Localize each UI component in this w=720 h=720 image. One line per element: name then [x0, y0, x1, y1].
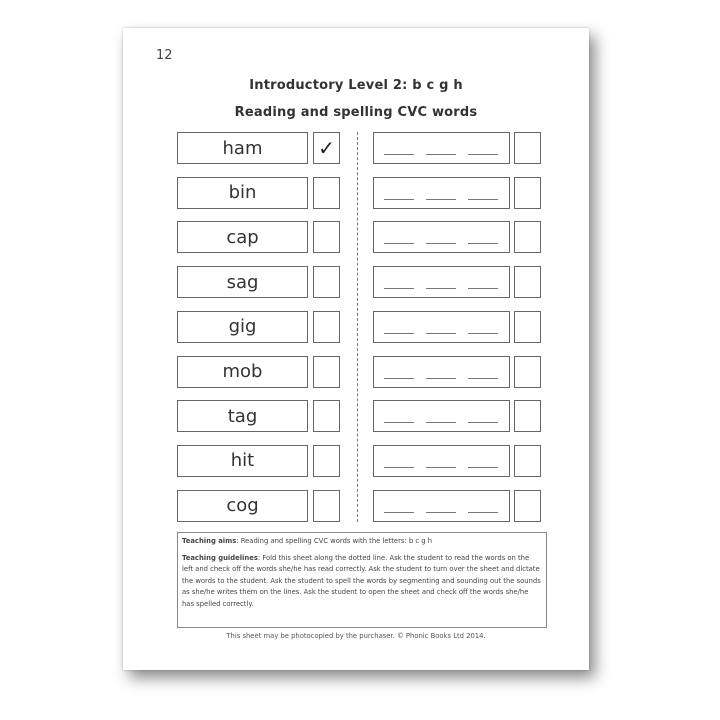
letter-blank-line	[426, 199, 456, 200]
teaching-aims	[182, 536, 542, 548]
fold-dotted-line	[357, 132, 358, 522]
letter-blank-line	[468, 512, 498, 513]
word-box: sag	[177, 266, 308, 298]
letter-blank-line	[468, 467, 498, 468]
worksheet-title: Introductory Level 2: b c g h	[249, 78, 463, 93]
letter-blank-line	[468, 199, 498, 200]
spelling-box[interactable]	[373, 490, 510, 522]
spell-check-box[interactable]	[514, 132, 541, 164]
teaching-guidelines-label: Teaching guidelines	[182, 553, 258, 562]
word-box: cog	[177, 490, 308, 522]
letter-blank-line	[468, 288, 498, 289]
letter-blank-line	[384, 288, 414, 289]
letter-blank-line	[384, 199, 414, 200]
spell-check-box[interactable]	[514, 311, 541, 343]
read-check-box[interactable]	[313, 356, 340, 388]
spelling-box[interactable]	[373, 132, 510, 164]
spell-check-box[interactable]	[514, 400, 541, 432]
word-box: gig	[177, 311, 308, 343]
spell-check-box[interactable]	[514, 490, 541, 522]
read-check-box[interactable]	[313, 177, 340, 209]
read-check-box[interactable]	[313, 266, 340, 298]
letter-blank-line	[426, 378, 456, 379]
spelling-box[interactable]	[373, 400, 510, 432]
letter-blank-line	[384, 243, 414, 244]
word-box: ham	[177, 132, 308, 164]
read-check-box[interactable]: ✓	[313, 132, 340, 164]
word-box: tag	[177, 400, 308, 432]
read-check-box[interactable]	[313, 445, 340, 477]
word-box: hit	[177, 445, 308, 477]
letter-blank-line	[426, 243, 456, 244]
letter-blank-line	[384, 154, 414, 155]
teaching-notes-box	[177, 532, 547, 628]
read-check-box[interactable]	[313, 490, 340, 522]
letter-blank-line	[426, 467, 456, 468]
read-check-box[interactable]	[313, 221, 340, 253]
letter-blank-line	[384, 467, 414, 468]
spelling-box[interactable]	[373, 221, 510, 253]
letter-blank-line	[426, 154, 456, 155]
letter-blank-line	[426, 512, 456, 513]
spell-check-box[interactable]	[514, 356, 541, 388]
teaching-aims-text: : Reading and spelling CVC words with the letters: b c g h	[236, 537, 433, 545]
teaching-guidelines-text: : Fold this sheet along the dotted line. Ask the student to read the words on the left and check off the words she/he has read correctly. Ask the student to turn over the sheet and dictate the words to the student. Ask the student to spell the words by segmenting and sounding out the sounds as she/he writes them on the lines. Ask the student to open the sheet and check off the words she/he has spelled correctly.	[182, 553, 541, 608]
word-box: cap	[177, 221, 308, 253]
spelling-box[interactable]	[373, 177, 510, 209]
letter-blank-line	[384, 333, 414, 334]
copyright-footer: This sheet may be photocopied by the purchaser. © Phonic Books Ltd 2014.	[226, 632, 486, 640]
page-number: 12	[156, 48, 173, 63]
spelling-box[interactable]	[373, 311, 510, 343]
word-box: bin	[177, 177, 308, 209]
spelling-box[interactable]	[373, 356, 510, 388]
spelling-box[interactable]	[373, 266, 510, 298]
teaching-guidelines	[182, 553, 542, 611]
letter-blank-line	[468, 378, 498, 379]
letter-blank-line	[468, 243, 498, 244]
read-check-box[interactable]	[313, 311, 340, 343]
teaching-aims-label: Teaching aims	[182, 537, 237, 545]
letter-blank-line	[426, 422, 456, 423]
spelling-box[interactable]	[373, 445, 510, 477]
spell-check-box[interactable]	[514, 445, 541, 477]
letter-blank-line	[384, 378, 414, 379]
worksheet-page	[123, 28, 589, 670]
spell-check-box[interactable]	[514, 221, 541, 253]
spell-check-box[interactable]	[514, 177, 541, 209]
worksheet-subtitle: Reading and spelling CVC words	[234, 105, 478, 120]
read-check-box[interactable]	[313, 400, 340, 432]
letter-blank-line	[384, 422, 414, 423]
word-box: mob	[177, 356, 308, 388]
letter-blank-line	[384, 512, 414, 513]
letter-blank-line	[468, 422, 498, 423]
letter-blank-line	[468, 333, 498, 334]
letter-blank-line	[426, 333, 456, 334]
letter-blank-line	[426, 288, 456, 289]
spell-check-box[interactable]	[514, 266, 541, 298]
letter-blank-line	[468, 154, 498, 155]
